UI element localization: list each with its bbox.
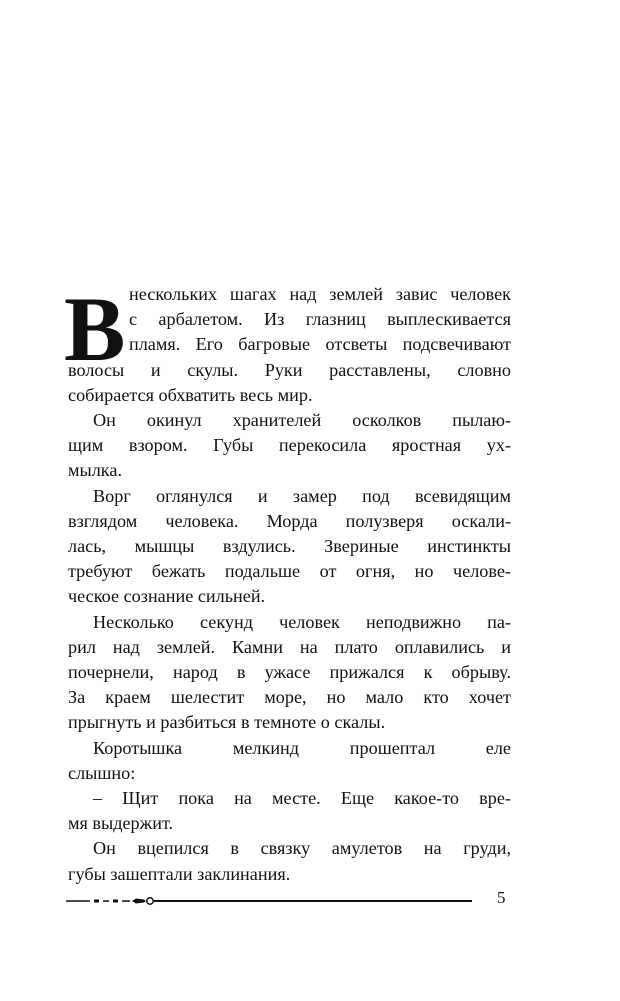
text-line: прыгнуть и разбиться в темноте о скалы. — [68, 712, 386, 733]
paragraph — [68, 408, 511, 484]
text-line: ческое сознание сильней. — [68, 586, 266, 607]
text-line: взглядом человека. Морда полузверя оскали- — [68, 510, 511, 531]
text-line: Ворг оглянулся и замер под всевидящим — [93, 485, 511, 506]
text-line: Коротышка мелкинд прошептал еле — [93, 737, 511, 758]
text-line: мылка. — [68, 460, 122, 481]
text-line: нескольких шагах над землей завис человек — [129, 284, 511, 304]
text-line: губы зашептали заклинания. — [68, 863, 291, 884]
body-text — [68, 282, 511, 887]
text-line: собирается обхватить весь мир. — [68, 384, 313, 405]
text-line: – Щит пока на месте. Еще какое-то вре- — [93, 788, 511, 809]
text-line: лась, мышцы вздулись. Звериные инстинкты — [68, 536, 511, 557]
svg-text:В: В — [64, 288, 126, 368]
page-number: 5 — [497, 888, 506, 907]
text-line: мя выдержит. — [68, 813, 174, 834]
paragraph — [68, 836, 511, 886]
text-line: щим взором. Губы перекосила яростная ух- — [68, 435, 511, 456]
text-line: Он окинул хранителей осколков пылаю- — [93, 410, 511, 431]
text-line: почернели, народ в ужасе прижался к обрыву. — [68, 662, 511, 683]
text-line: пламя. Его багровые отсветы подсвечивают — [129, 334, 511, 355]
text-line: рил над землей. Камни на плато оплавились и — [68, 636, 511, 657]
footer-ornament-rule — [66, 893, 472, 909]
text-line: Несколько секунд человек неподвижно па- — [93, 611, 511, 632]
text-line: волосы и скулы. Руки расставлены, словно — [68, 359, 511, 380]
paragraph — [68, 610, 511, 736]
text-line: Он вцепился в связку амулетов на груди, — [93, 838, 511, 859]
paragraph — [68, 786, 511, 836]
text-line: с арбалетом. Из глазниц выплескивается — [129, 309, 511, 330]
paragraph — [68, 484, 511, 610]
paragraph — [68, 282, 511, 408]
text-line: За краем шелестит море, но мало кто хочет — [68, 687, 511, 708]
text-line: требуют бежать подальше от огня, но челове- — [68, 561, 511, 582]
text-line: слышно: — [68, 762, 136, 783]
paragraph — [68, 736, 511, 786]
